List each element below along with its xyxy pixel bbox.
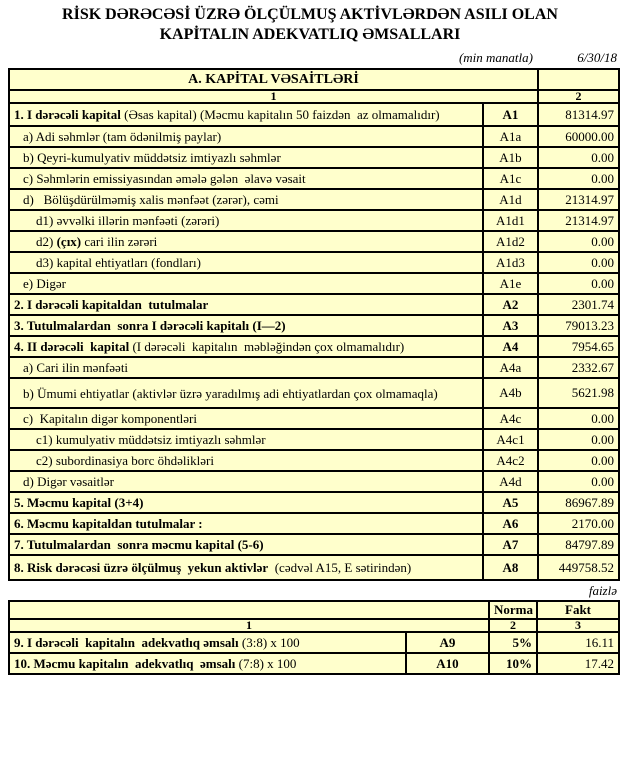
- row-label: [9, 231, 483, 252]
- label-text: 4. II dərəcəli kapital: [14, 339, 130, 354]
- label-text: d1) əvvəlki illərin mənfəəti (zərəri): [36, 213, 220, 228]
- table-row: [9, 273, 619, 294]
- table-row: [9, 429, 619, 450]
- table-row: [9, 126, 619, 147]
- section-header-empty-cell: [538, 69, 619, 90]
- row-code: A1d2: [483, 231, 538, 252]
- row-code: A4c2: [483, 450, 538, 471]
- row-value: 0.00: [538, 408, 619, 429]
- table-row: [9, 252, 619, 273]
- row-code: A6: [483, 513, 538, 534]
- label-text: b) Qeyri-kumulyativ müddətsiz imtiyazlı səhmlər: [23, 150, 281, 165]
- table-row: [9, 357, 619, 378]
- row-value: 21314.97: [538, 210, 619, 231]
- row-code: A1b: [483, 147, 538, 168]
- row-label: [9, 492, 483, 513]
- row-code: A4: [483, 336, 538, 357]
- ratio-row-norma: 10%: [489, 653, 537, 674]
- report-date: 6/30/18: [577, 50, 617, 65]
- row-value: 0.00: [538, 429, 619, 450]
- page-title-line-2: KAPİTALIN ADEKVATLIQ ƏMSALLARI: [159, 26, 461, 43]
- capital-funds-table: [8, 68, 620, 581]
- row-value: 5621.98: [538, 378, 619, 408]
- ratio-row-norma: 5%: [489, 632, 537, 653]
- ratio-column-number-2: 2: [489, 619, 537, 632]
- section-title: A. KAPİTAL VƏSAİTLƏRİ: [9, 69, 538, 90]
- row-label: [9, 315, 483, 336]
- row-label: [9, 210, 483, 231]
- row-value: 0.00: [538, 231, 619, 252]
- column-number-2: 2: [538, 90, 619, 103]
- table-row: [9, 189, 619, 210]
- table-row: [9, 492, 619, 513]
- row-code: A1c: [483, 168, 538, 189]
- page-title: [26, 5, 594, 45]
- label-text: d) Digər vəsaitlər: [23, 474, 114, 489]
- row-value: 2301.74: [538, 294, 619, 315]
- label-text: 1. I dərəcəli kapital: [14, 107, 121, 122]
- label-text: c2) subordinasiya borc öhdəlikləri: [36, 453, 214, 468]
- row-label: [9, 103, 483, 126]
- label-text: (7:8) x 100: [235, 656, 297, 671]
- table-row: [9, 315, 619, 336]
- label-text: 6. Məcmu kapitaldan tutulmalar :: [14, 516, 203, 531]
- row-value: 2170.00: [538, 513, 619, 534]
- currency-unit-note: (min manatla): [458, 50, 533, 65]
- table-row: [9, 450, 619, 471]
- row-value: 449758.52: [538, 555, 619, 580]
- row-label: [9, 252, 483, 273]
- label-text: 9. I dərəcəli kapitalın adekvatlıq əmsalı: [14, 635, 239, 650]
- label-text: c) Səhmlərin emissiyasından əmələ gələn əlavə vəsait: [23, 171, 306, 186]
- table-row: [9, 294, 619, 315]
- row-label: [9, 357, 483, 378]
- label-text: 5. Məcmu kapital (3+4): [14, 495, 144, 510]
- row-code: A1e: [483, 273, 538, 294]
- row-value: 0.00: [538, 252, 619, 273]
- ratio-column-number-3: 3: [537, 619, 619, 632]
- label-text: a) Cari ilin mənfəəti: [23, 360, 129, 375]
- row-value: 81314.97: [538, 103, 619, 126]
- table-row: [9, 168, 619, 189]
- row-value: 0.00: [538, 450, 619, 471]
- row-label: [9, 450, 483, 471]
- ratio-row-code: A10: [406, 653, 489, 674]
- label-text: 10. Məcmu kapitalın adekvatlıq əmsalı: [14, 656, 236, 671]
- label-text: c) Kapitalın digər komponentləri: [23, 411, 198, 426]
- label-text: 2. I dərəcəli kapitaldan tutulmalar: [14, 297, 209, 312]
- row-code: A2: [483, 294, 538, 315]
- row-code: A3: [483, 315, 538, 336]
- label-text: c1) kumulyativ müddətsiz imtiyazlı səhmlər: [36, 432, 266, 447]
- row-value: 0.00: [538, 168, 619, 189]
- label-text: (çıx): [56, 234, 82, 249]
- column-number-row: [9, 90, 619, 103]
- row-value: 7954.65: [538, 336, 619, 357]
- row-label: [9, 429, 483, 450]
- label-text: (I dərəcəli kapitalın məbləğindən çox olmamalıdır): [129, 339, 405, 354]
- label-text: 3. Tutulmalardan sonra I dərəcəli kapitalı (I—2): [14, 318, 286, 333]
- row-label: [9, 273, 483, 294]
- row-code: A4c1: [483, 429, 538, 450]
- row-value: 0.00: [538, 273, 619, 294]
- row-code: A5: [483, 492, 538, 513]
- label-text: d3) kapital ehtiyatları (fondları): [36, 255, 201, 270]
- ratio-header-empty-cell: [9, 601, 489, 619]
- row-label: [9, 189, 483, 210]
- ratio-row-code: A9: [406, 632, 489, 653]
- fakt-header: Fakt: [537, 601, 619, 619]
- row-label: [9, 147, 483, 168]
- ratio-row-fakt: 16.11: [537, 632, 619, 653]
- label-text: (3:8) x 100: [238, 635, 300, 650]
- row-label: [9, 408, 483, 429]
- column-number-1: 1: [9, 90, 538, 103]
- ratio-row-label: [9, 632, 406, 653]
- label-text: b) Ümumi ehtiyatlar (aktivlər üzrə yaradılmış adi ehtiyatlardan çox olmamaqla): [23, 385, 438, 401]
- table-row: [9, 471, 619, 492]
- row-label: [9, 168, 483, 189]
- row-code: A7: [483, 534, 538, 555]
- row-value: 0.00: [538, 471, 619, 492]
- table-row: [9, 534, 619, 555]
- table-row: [9, 555, 619, 580]
- row-code: A4b: [483, 378, 538, 408]
- ratio-table-row: [9, 653, 619, 674]
- label-text: d) Bölüşdürülməmiş xalis mənfəət (zərər), cəmi: [23, 192, 279, 207]
- adequacy-ratios-table: [8, 600, 620, 675]
- label-text: e) Digər: [23, 276, 66, 291]
- row-label: [9, 471, 483, 492]
- row-code: A4c: [483, 408, 538, 429]
- table-row: [9, 336, 619, 357]
- row-value: 0.00: [538, 147, 619, 168]
- label-text: 8. Risk dərəcəsi üzrə ölçülmuş yekun aktivlər: [14, 560, 269, 575]
- row-code: A1d: [483, 189, 538, 210]
- label-text: d2): [36, 234, 57, 249]
- meta-row: [0, 51, 620, 66]
- row-code: A4d: [483, 471, 538, 492]
- ratio-row-fakt: 17.42: [537, 653, 619, 674]
- table-row: [9, 513, 619, 534]
- row-value: 60000.00: [538, 126, 619, 147]
- ratio-header-row: [9, 601, 619, 619]
- row-value: 86967.89: [538, 492, 619, 513]
- table-row: [9, 147, 619, 168]
- ratio-column-number-1: 1: [9, 619, 489, 632]
- row-value: 21314.97: [538, 189, 619, 210]
- label-text: 7. Tutulmalardan sonra məcmu kapital (5-6): [14, 537, 264, 552]
- label-text: a) Adi səhmlər (tam ödənilmiş paylar): [23, 129, 222, 144]
- page-title-line-1: RİSK DƏRƏCƏSİ ÜZRƏ ÖLÇÜLMUŞ AKTİVLƏRDƏN ASILI OLAN: [62, 6, 558, 23]
- row-label: [9, 378, 483, 408]
- table-row: [9, 408, 619, 429]
- table-row: [9, 210, 619, 231]
- ratio-column-number-row: [9, 619, 619, 632]
- ratio-table-row: [9, 632, 619, 653]
- row-code: A1a: [483, 126, 538, 147]
- row-code: A8: [483, 555, 538, 580]
- row-code: A1d3: [483, 252, 538, 273]
- norma-header: Norma: [489, 601, 537, 619]
- row-code: A1: [483, 103, 538, 126]
- row-code: A4a: [483, 357, 538, 378]
- table-row: [9, 231, 619, 252]
- row-label: [9, 555, 483, 580]
- table-row: [9, 103, 619, 126]
- row-label: [9, 294, 483, 315]
- percent-unit-note: faizlə: [588, 583, 617, 598]
- table-row: [9, 378, 619, 408]
- row-label: [9, 513, 483, 534]
- row-value: 79013.23: [538, 315, 619, 336]
- row-label: [9, 534, 483, 555]
- ratio-row-label: [9, 653, 406, 674]
- row-label: [9, 126, 483, 147]
- row-label: [9, 336, 483, 357]
- row-value: 2332.67: [538, 357, 619, 378]
- label-text: cari ilin zərəri: [81, 234, 158, 249]
- section-header-row: [9, 69, 619, 90]
- row-code: A1d1: [483, 210, 538, 231]
- row-value: 84797.89: [538, 534, 619, 555]
- label-text: (cədvəl A15, E sətirindən): [268, 560, 412, 575]
- label-text: (Əsas kapital) (Məcmu kapitalın 50 faizdən az olmamalıdır): [120, 107, 440, 122]
